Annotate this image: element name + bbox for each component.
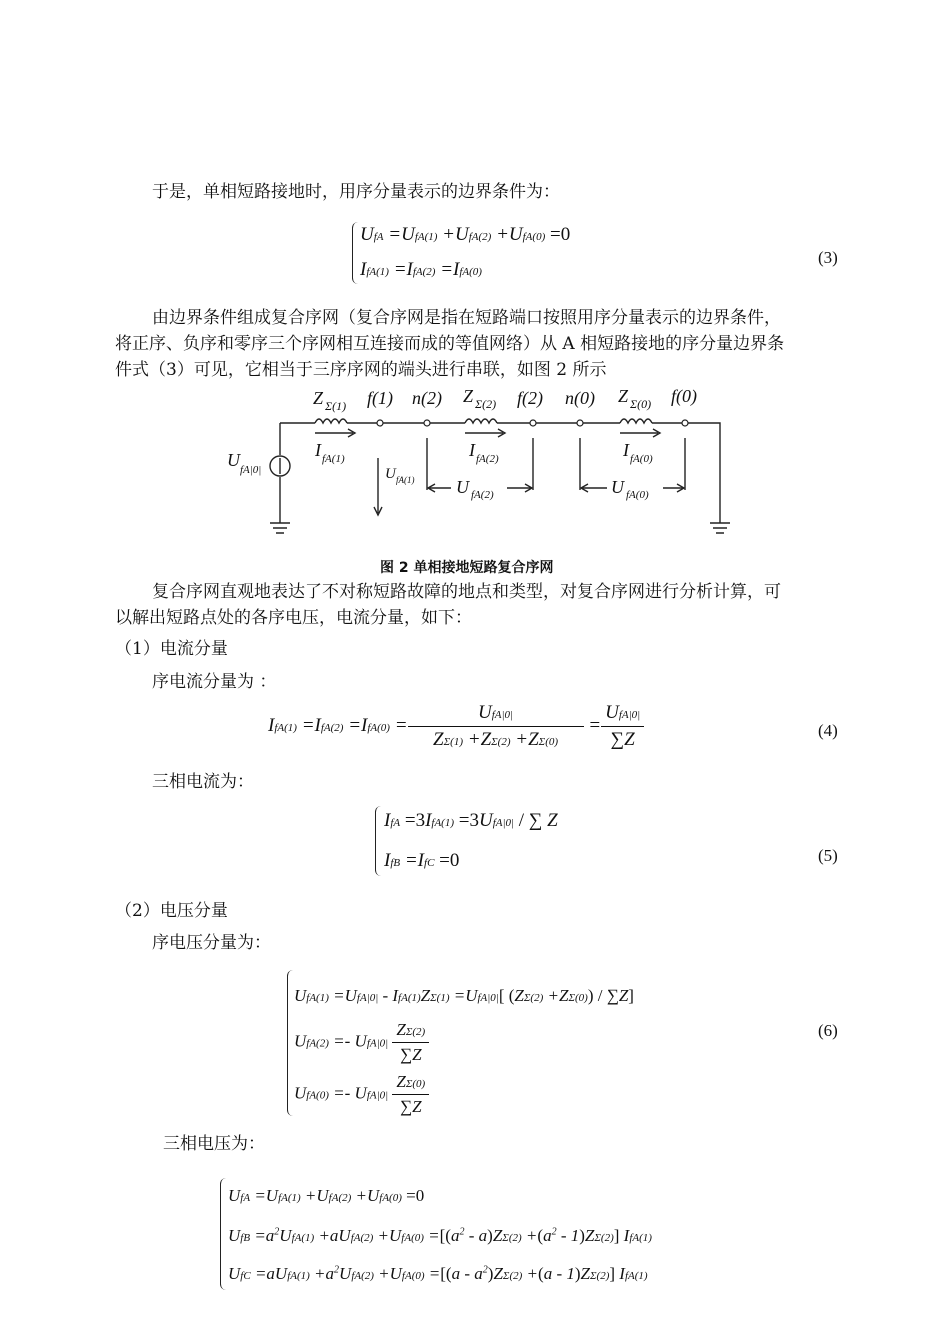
brace-eq3 <box>352 222 359 284</box>
equation-5-line1: IfA =3IfA(1) =3UfA|0| / ∑ Z <box>384 810 558 831</box>
label-i2-sub: fA(2) <box>476 453 499 465</box>
three-phase-voltage-label: 三相电压为： <box>163 1134 265 1154</box>
label-z0-sub: Σ(0) <box>630 397 652 411</box>
label-u0: U <box>611 477 624 497</box>
equation-6-line3: UfA(0) =- UfA|0| $\frac{Z\Sigma(0)}{\sum Z}$ <box>294 1072 429 1117</box>
section-current-heading: （1）电流分量 <box>115 639 228 659</box>
label-n2: n(2) <box>412 388 442 408</box>
section-voltage-heading: （2）电压分量 <box>115 901 228 921</box>
label-i0-sub: fA(0) <box>630 453 653 465</box>
label-u2: U <box>456 477 469 497</box>
label-f0: f(0) <box>671 386 697 406</box>
equation-number-3: (3) <box>818 248 838 267</box>
paragraph-analysis-l2: 以解出短路点处的各序电压，电流分量，如下： <box>115 608 472 628</box>
label-z2-sub: Σ(2) <box>475 397 497 411</box>
paragraph-composite-l2: 将正序、负序和零序三个序网相互连接而成的等值网络）从 A 相短路接地的序分量边界条 <box>115 334 785 354</box>
label-u0-sub: fA(0) <box>626 489 649 501</box>
paragraph-boundary-intro: 于是，单相短路接地时，用序分量表示的边界条件为： <box>152 182 560 202</box>
equation-7-line1: UfA =UfA(1) +UfA(2) +UfA(0) =0 <box>228 1186 425 1205</box>
label-i1-sub: fA(1) <box>322 453 345 465</box>
label-f2: f(2) <box>517 388 543 408</box>
label-n0: n(0) <box>565 388 595 408</box>
paragraph-analysis-l1: 复合序网直观地表达了不对称短路故障的地点和类型，对复合序网进行分析计算，可 <box>152 582 781 602</box>
label-z0: Z <box>618 386 629 406</box>
paragraph-composite-l3: 件式（3）可见，它相当于三序序网的端头进行串联，如图 2 所示 <box>115 360 607 380</box>
brace-eq5 <box>375 806 382 876</box>
label-u1: U <box>385 466 396 482</box>
label-z1: Z <box>313 388 324 408</box>
equation-3-line2: IfA(1) =IfA(2) =IfA(0) <box>360 259 482 280</box>
equation-number-6: (6) <box>818 1021 838 1040</box>
label-i1: I <box>315 440 321 460</box>
equation-6-line1: UfA(1) =UfA|0| - IfA(1)ZΣ(1) =UfA|0|[ (ZΣ(2) +ZΣ(0)) / ∑Z] <box>294 986 634 1005</box>
equation-7-line2: UfB $=a^2UfA(1)$ +aUfA(2) $+UfA(0) =[(a^2 - a)Z\Sigma(2) +(a^2 - 1)Z\Sigma(2)]$ IfA(1) <box>228 1226 652 1245</box>
label-z1-sub: Σ(1) <box>325 399 347 413</box>
paragraph-composite-l1: 由边界条件组成复合序网（复合序网是指在短路端口按照用序分量表示的边界条件， <box>152 308 781 328</box>
equation-4: IfA(1) =IfA(2) =IfA(0) = $\frac{\text{UfA|0|}}{Z\Sigma(1) +Z\Sigma(2) +Z\Sigma(0)}$ = $\frac{\text{UfA|0|}}{\sum Z}$ <box>268 702 644 751</box>
equation-6-line2: UfA(2) =- UfA|0| $\frac{Z\Sigma(2)}{\sum Z}$ <box>294 1020 429 1065</box>
label-z2: Z <box>463 386 474 406</box>
equation-7-line3: UfC =aUfA(1) $+a^2UfA(2) +UfA(0) =[(a - a^2)Z\Sigma(2) +(a - 1)Z\Sigma(2)]$ IfA(1) <box>228 1264 648 1283</box>
brace-eq6 <box>287 970 294 1116</box>
composite-sequence-network-diagram <box>215 378 745 538</box>
seq-voltage-label: 序电压分量为： <box>152 933 271 953</box>
label-source-u: U <box>227 450 240 470</box>
seq-current-label: 序电流分量为 ： <box>152 672 277 692</box>
label-u2-sub: fA(2) <box>471 489 494 501</box>
equation-number-4: (4) <box>818 721 838 740</box>
brace-eq7 <box>220 1178 227 1290</box>
label-u1-sub: fA(1) <box>396 475 415 485</box>
figure-caption: 图 2 单相接地短路复合序网 <box>380 560 554 576</box>
label-i0: I <box>623 440 629 460</box>
equation-5-line2: IfB =IfC =0 <box>384 850 460 871</box>
label-source-sub: fA|0| <box>240 464 262 476</box>
three-phase-current-label: 三相电流为： <box>152 772 254 792</box>
label-i2: I <box>469 440 475 460</box>
equation-number-5: (5) <box>818 846 838 865</box>
label-f1: f(1) <box>367 388 393 408</box>
equation-3-line1: UfA =UfA(1) +UfA(2) +UfA(0) =0 <box>360 224 571 245</box>
